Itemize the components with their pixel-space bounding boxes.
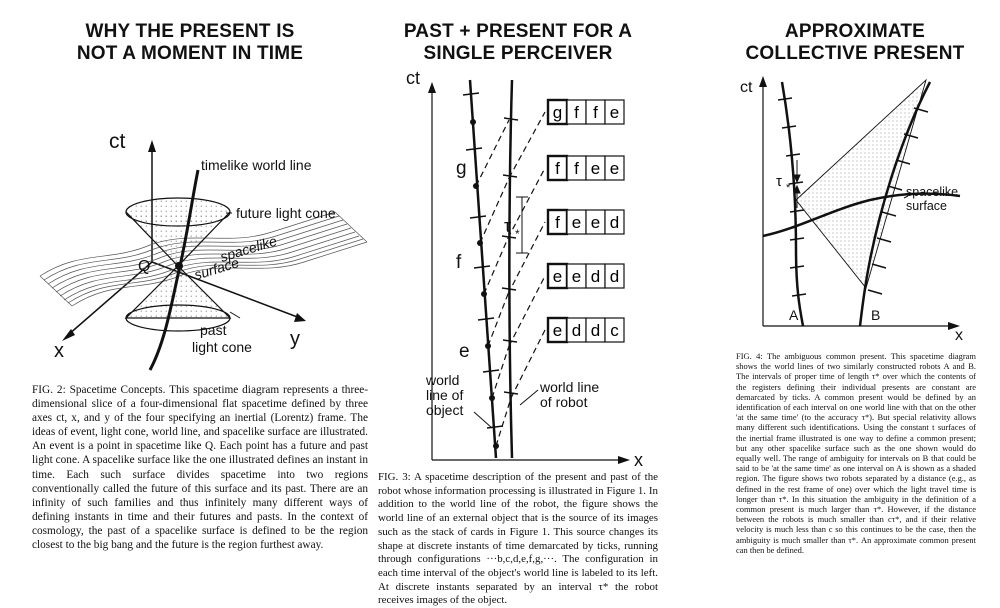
p3-label-ct: ct [740,79,753,96]
p3-ambiguity-region [796,80,926,288]
p2-label-robot-1: world line [540,379,600,395]
panel3-title-line2: COLLECTIVE PRESENT [745,43,965,64]
p2-label-tau-sub: * [515,227,520,241]
card-letter: e [590,159,601,178]
panel2-title-line2: SINGLE PERCEIVER [423,43,613,64]
p2-label-ct: ct [406,68,421,88]
card-letter: d [609,267,620,286]
p2-object-world-line [470,80,496,458]
p1-label-Q: Q [138,258,151,275]
card-letter: g [552,103,563,122]
panel2-caption: FIG. 3: A spacetime description of the present and past of the robot whose information processing is illustrated in Figure 1. In addition to the world line of the robot, the figure shows the world line of an external object that is the source of its images such as the stack of cards in Figure 1. This source changes its shape at discrete instants of time demarcated by ticks, running through configurations ···b,c,d,e,f,g,···. The configuration in each time interval of the object's world line is labeled to its left. At discrete instants separated by an interval τ* the robot receives images of the object. [378,471,658,607]
card-letter: e [590,213,601,232]
card-stack [548,264,624,288]
card-letter: e [609,159,620,178]
p1-label-y: y [290,328,300,350]
card-letter: e [571,267,582,286]
p3-ct-arrow [759,76,767,87]
p2-label-g: g [456,158,467,179]
p3-label-tau-sub: * [786,182,791,194]
card-letter: d [590,267,601,286]
card-letter: f [574,159,579,178]
panel1-title-line2: NOT A MOMENT IN TIME [76,43,304,64]
card-letter: f [593,103,598,122]
p2-label-f: f [456,252,462,273]
card-letter: e [609,103,620,122]
p1-label-past: past [200,322,227,338]
panel3-diagram [740,76,963,344]
panel1-caption: FIG. 2: Spacetime Concepts. This spacetime diagram represents a three-dimensional slice of a four-dimensional flat spacetime defined by three axes ct, x, and y of the four specifying an inertial (Lorentz) frame. The ideas of event, light cone, world line, and spacelike surface are illustrated. An event is a point in spacetime like Q. Each point has a future and past light cone. A spacelike surface like the one illustrated defines an instant in time. Each such surface divides spacetime into two regions conventionally called the future of this surface and its past. There are an infinity of such families and thus infinitely many different ways of defining instants in time and their futures and pasts. In the context of cosmology, the past of a spacelike surface is defined to be the region closest to the big bang and the future is the region furthest away. [32,384,368,552]
p3-label-x: x [955,327,963,344]
card-letter: e [552,321,563,340]
p1-label-x: x [54,340,64,362]
p2-label-object-1: world [426,372,460,388]
card-letter: f [574,103,579,122]
p2-label-robot-2: of robot [540,394,588,410]
p1-label-ct: ct [109,130,126,153]
p2-label-object-2: line of [426,387,464,403]
p1-label-light-cone: light cone [192,339,252,355]
card-letter: f [555,159,560,178]
card-letter: d [571,321,582,340]
card-stack [548,156,624,180]
card-letter: e [552,267,563,286]
p1-event-Q [175,262,183,270]
p2-tau-bracket [516,197,528,253]
card-letter: e [571,213,582,232]
p1-label-surface: surface [192,254,241,283]
p1-label-future-cone: future light cone [236,205,336,221]
panel3-caption: FIG. 4: The ambiguous common present. This spacetime diagram shows the world lines of two similarly constructed robots A and B. The intervals of proper time of length τ* over which the contents of the registers defining their individual presents are constant are demarcated by ticks. A common present would be defined by an identification of each interval on one world line with that on the other 'at the same time' (to the accuracy τ*). But special relativity allows many different such identifications. Using the constant t surfaces of the inertial frame illustrated is one way to define a common present; but any other spacelike surface such as the one shown would do equally well. The range of ambiguity for intervals on B that could be said to be 'at the same time' as one interval on A is shown as a shaded region. The figure shows two robots separated by a distance (e.g., as defined in the rest frame of one) over which the light travel time is longer than τ*. In this situation the ambiguity in the definition of a common present is much larger than τ*. However, if the distance between the robots is much smaller than cτ*, and if their relative velocity is much less than c so this continues to be the case, then the ambiguity is much smaller than τ*. An approximate common present can then be defined. [736,351,976,555]
card-stack [548,210,624,234]
p3-label-A: A [789,307,799,323]
p1-label-timelike: timelike world line [201,157,312,173]
p3-label-spacelike: spacelike [906,185,959,199]
card-stack [548,318,624,342]
p2-robot-world-line [509,80,512,458]
panel3-title-line1: APPROXIMATE [784,21,926,42]
p1-label-spacelike: spacelike [218,232,279,265]
p2-label-tau: τ [504,216,512,236]
p1-y-arrow [294,313,306,322]
panel1-diagram [40,130,367,370]
p2-ct-arrow [428,82,436,93]
p2-x-arrow [618,456,630,464]
panel2-title-line1: PAST + PRESENT FOR A [403,21,633,42]
p2-label-x: x [634,450,643,470]
p2-label-object-3: object [426,402,464,418]
p3-label-surface: surface [906,199,947,213]
card-letter: c [610,321,619,340]
card-stack [548,100,624,124]
p2-card-stacks [548,100,624,342]
card-letter: f [555,213,560,232]
panel2-diagram [406,68,643,470]
p3-label-tau: τ [776,173,782,190]
panel1-title-line1: WHY THE PRESENT IS [85,21,295,42]
p2-label-e: e [459,341,470,362]
card-letter: d [590,321,601,340]
p3-label-B: B [871,307,881,323]
p1-ct-arrow [148,140,156,152]
card-letter: d [609,213,620,232]
